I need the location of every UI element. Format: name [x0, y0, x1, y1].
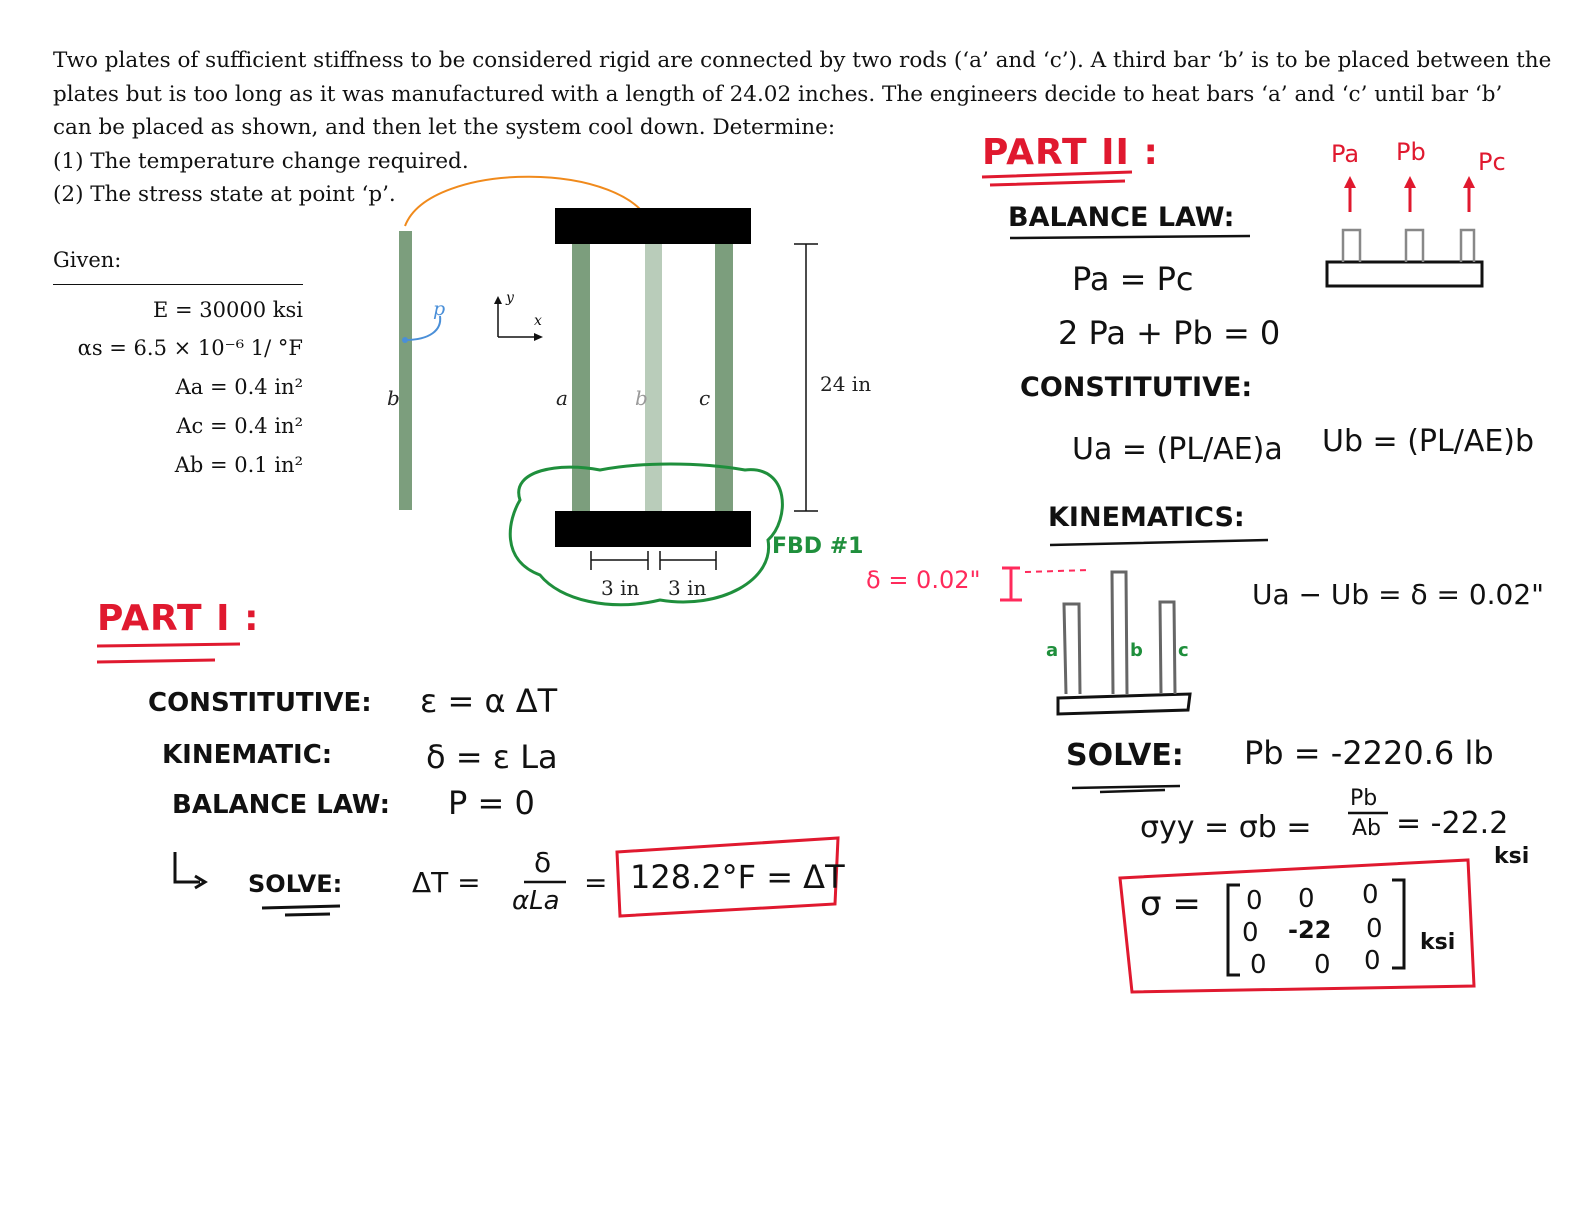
- fbd-label: FBD #1: [772, 534, 864, 559]
- answer-temperature: 128.2°F = ΔT: [630, 858, 845, 896]
- matrix-cell: 0: [1366, 914, 1383, 944]
- force-sketch-bars: [1343, 230, 1474, 262]
- matrix-cell: 0: [1362, 880, 1379, 910]
- matrix-cell: 0: [1242, 918, 1259, 948]
- balance-eq-2: 2 Pa + Pb = 0: [1058, 314, 1281, 352]
- matrix-cell: 0: [1364, 946, 1381, 976]
- height-dimension-label: 24 in: [820, 372, 872, 396]
- solve-numerator: δ: [534, 846, 552, 879]
- spacing-dimensions: [591, 551, 716, 570]
- balance-eq-1: Pa = Pc: [1072, 260, 1194, 298]
- delta-dashed-line: [1025, 570, 1090, 572]
- axis-y-label: y: [506, 290, 514, 306]
- part2-constitutive-label: CONSTITUTIVE:: [1020, 372, 1253, 403]
- sigma-value: = -22.2: [1396, 806, 1509, 841]
- stress-matrix-label: σ =: [1140, 884, 1201, 924]
- kinematics-equation: Ua − Ub = δ = 0.02": [1252, 578, 1545, 611]
- solve-equals: =: [584, 866, 608, 899]
- force-label-c: Pc: [1478, 148, 1506, 176]
- balance-equation: P = 0: [448, 784, 535, 822]
- problem-line: Two plates of sufficient stiffness to be considered rigid are connected by two rods (‘a’ and ‘c’). A third bar ‘b’ is to be placed between the: [53, 48, 1552, 73]
- rod-b-label: b: [635, 386, 648, 410]
- matrix-cell: 0: [1250, 950, 1267, 980]
- part2-heading-underline: [982, 172, 1132, 185]
- matrix-cell: 0: [1314, 950, 1331, 980]
- point-p-marker: [402, 337, 408, 343]
- kin-sketch-label-c: c: [1178, 640, 1189, 661]
- matrix-cell: 0: [1246, 886, 1263, 916]
- solve-equation-left: ΔT =: [412, 866, 481, 899]
- part2-heading: PART II :: [982, 132, 1159, 173]
- spacing-left-label: 3 in: [601, 576, 640, 600]
- point-p-label: p: [433, 298, 446, 320]
- problem-line: (1) The temperature change required.: [53, 148, 469, 174]
- kinematic-label: KINEMATIC:: [162, 740, 333, 770]
- kin-sketch-plate: [1058, 694, 1190, 714]
- rod-a: [572, 244, 590, 511]
- sigma-fraction-den: Ab: [1352, 816, 1382, 841]
- problem-line: plates but is too long as it was manufactured with a length of 24.02 inches. The engineers decide to heat bars ‘a’ and ‘c’ until bar ‘b’: [53, 81, 1503, 107]
- constitutive-ub: Ub = (PL/AE)b: [1322, 424, 1535, 459]
- force-label-a: Pa: [1331, 140, 1360, 168]
- balance-label: BALANCE LAW:: [172, 790, 391, 820]
- constitutive-equation: ε = α ΔT: [420, 682, 558, 720]
- force-arrowheads: [1344, 176, 1475, 188]
- matrix-cell: 0: [1298, 884, 1315, 914]
- axis-x-label: x: [534, 313, 542, 329]
- kin-sketch-label-a: a: [1046, 640, 1059, 661]
- sigma-yy-equation: σyy = σb =: [1140, 810, 1312, 845]
- part1-heading: PART I :: [97, 598, 260, 639]
- rod-b: [645, 244, 662, 511]
- part2-solve-label: SOLVE:: [1066, 738, 1184, 773]
- kinematic-equation: δ = ε La: [426, 738, 558, 776]
- part1-heading-underline: [97, 644, 240, 662]
- problem-line: can be placed as shown, and then let the system cool down. Determine:: [53, 115, 836, 140]
- given-modulus: E = 30000 ksi: [153, 298, 303, 322]
- force-sketch-plate: [1327, 262, 1482, 286]
- part2-balance-label: BALANCE LAW:: [1008, 202, 1235, 233]
- spacing-right-label: 3 in: [668, 576, 707, 600]
- constitutive-ua: Ua = (PL/AE)a: [1072, 432, 1283, 467]
- solve-underline: [262, 906, 340, 915]
- top-plate: [555, 208, 751, 244]
- given-area-a: Aa = 0.4 in²: [175, 375, 303, 399]
- solve-denominator: αLa: [512, 886, 560, 916]
- delta-marker: [1000, 568, 1022, 600]
- rod-a-label: a: [556, 386, 568, 410]
- force-label-b: Pb: [1396, 138, 1426, 166]
- kin-sketch-label-b: b: [1130, 640, 1143, 661]
- loose-bar-label: b: [387, 386, 400, 410]
- rod-c-label: c: [699, 386, 711, 410]
- given-alpha: αs = 6.5 × 10⁻⁶ 1/ °F: [77, 336, 303, 360]
- constitutive-label: CONSTITUTIVE:: [148, 688, 372, 718]
- matrix-cell: -22: [1288, 916, 1332, 944]
- given-title: Given:: [53, 248, 122, 272]
- matrix-unit: ksi: [1420, 930, 1456, 955]
- sigma-fraction-num: Pb: [1350, 786, 1378, 811]
- solve-hook-arrow: [175, 852, 205, 888]
- bottom-plate: [555, 511, 751, 547]
- height-dimension: [794, 244, 818, 511]
- sigma-unit: ksi: [1494, 844, 1530, 869]
- kinematics-label: KINEMATICS:: [1048, 502, 1245, 533]
- given-area-c: Ac = 0.4 in²: [176, 414, 303, 438]
- solve-label: SOLVE:: [248, 870, 343, 898]
- delta-note: δ = 0.02": [866, 566, 981, 594]
- given-area-b: Ab = 0.1 in²: [174, 453, 303, 477]
- solve-pb: Pb = -2220.6 lb: [1244, 734, 1494, 772]
- problem-line: (2) The stress state at point ‘p’.: [53, 182, 396, 207]
- kin-sketch-bars: [1064, 572, 1175, 694]
- rod-c: [715, 244, 733, 511]
- loose-bar-b: [399, 231, 412, 510]
